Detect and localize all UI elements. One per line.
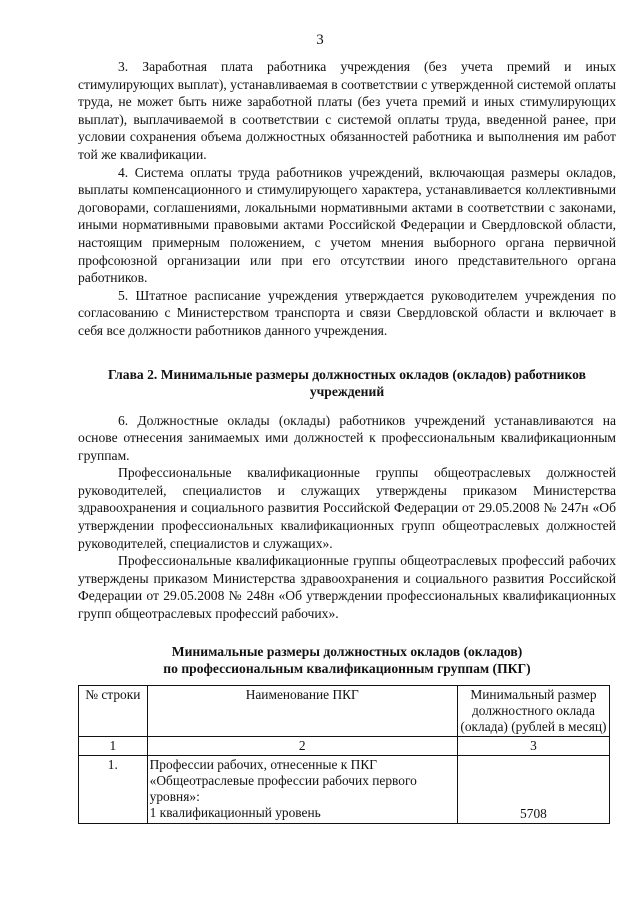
paragraph-5: 5. Штатное расписание учреждения утверждается руководителем учреждения по согласованию с Министерством транспорта и связи Свердловской области и включает в себя все должности работников данного учреждения. <box>78 287 616 338</box>
table-title <box>78 643 616 677</box>
salary-table <box>78 685 610 824</box>
chapter-title: Глава 2. Минимальные размеры должностных окладов (окладов) работников учреждений <box>108 366 586 399</box>
paragraph-4: 4. Система оплаты труда работников учреждений, включающая размеры окладов, выплаты компенсационного и стимулирующего характера, устанавливается коллективными договорами, соглашениями, локальными нормативными актами в соответствии с законами, иными нормативными правовыми актами Российской Федерации и Свердловской области, настоящим примерным положением, с учетом мнения выборного органа первичной профсоюзной организации или при его отсутствии иного представительного органа работников. <box>78 164 616 286</box>
table-header-row <box>79 685 610 736</box>
table-numbering-row <box>79 736 610 755</box>
numbering-cell: 3 <box>457 736 609 755</box>
table-title-line-2: по профессиональным квалификационным группам (ПКГ) <box>163 660 531 676</box>
row-number: 1. <box>79 755 148 823</box>
numbering-cell: 2 <box>147 736 457 755</box>
paragraph-pkg-workers: Профессиональные квалификационные группы общеотраслевых профессий рабочих утверждены приказом Министерства здравоохранения и социального развития Российской Федерации от 29.05.2008 № 248н «Об утверждении профессиональных квалификационных групп общеотраслевых профессий рабочих». <box>78 553 616 622</box>
header-pkg-name: Наименование ПКГ <box>147 685 457 736</box>
header-min-salary: Минимальный размер должностного оклада (оклада) (рублей в месяц) <box>457 685 609 736</box>
pkg-group-name: Профессии рабочих, отнесенные к ПКГ «Общеотраслевые профессии рабочих первого уровня»: <box>149 756 417 804</box>
row-pkg-name <box>147 755 457 823</box>
paragraph-3: 3. Заработная плата работника учреждения (без учета премий и иных стимулирующих выплат), устанавливаемая в соответствии с утвержденной системой оплаты труда, не может быть ниже заработной платы (без учета премий и иных стимулирующих выплат), выплачиваемой в соответствии с системой оплаты труда, введенной ранее, при условии сохранения объема должностных обязанностей работника и выполнения им работ той же квалификации. <box>78 59 616 162</box>
paragraph-pkg-employees: Профессиональные квалификационные группы общеотраслевых должностей руководителей, специалистов и служащих утверждены приказом Министерства здравоохранения и социального развития Российской Федерации от 29.05.2008 № 247н «Об утверждении профессиональных квалификационных групп общеотраслевых должностей руководителей, специалистов и служащих». <box>78 465 616 551</box>
paragraph-6: 6. Должностные оклады (оклады) работников учреждений устанавливаются на основе отнесения занимаемых ими должностей к профессиональным квалификационным группам. <box>78 412 616 463</box>
document-body <box>78 58 616 824</box>
numbering-cell: 1 <box>79 736 148 755</box>
table-title-line-1: Минимальные размеры должностных окладов (окладов) <box>171 643 523 659</box>
pkg-level: 1 квалификационный уровень <box>149 804 321 820</box>
header-row-number: № строки <box>79 685 148 736</box>
row-salary: 5708 <box>457 755 609 823</box>
page-number: 3 <box>316 32 324 48</box>
table-row <box>79 755 610 823</box>
